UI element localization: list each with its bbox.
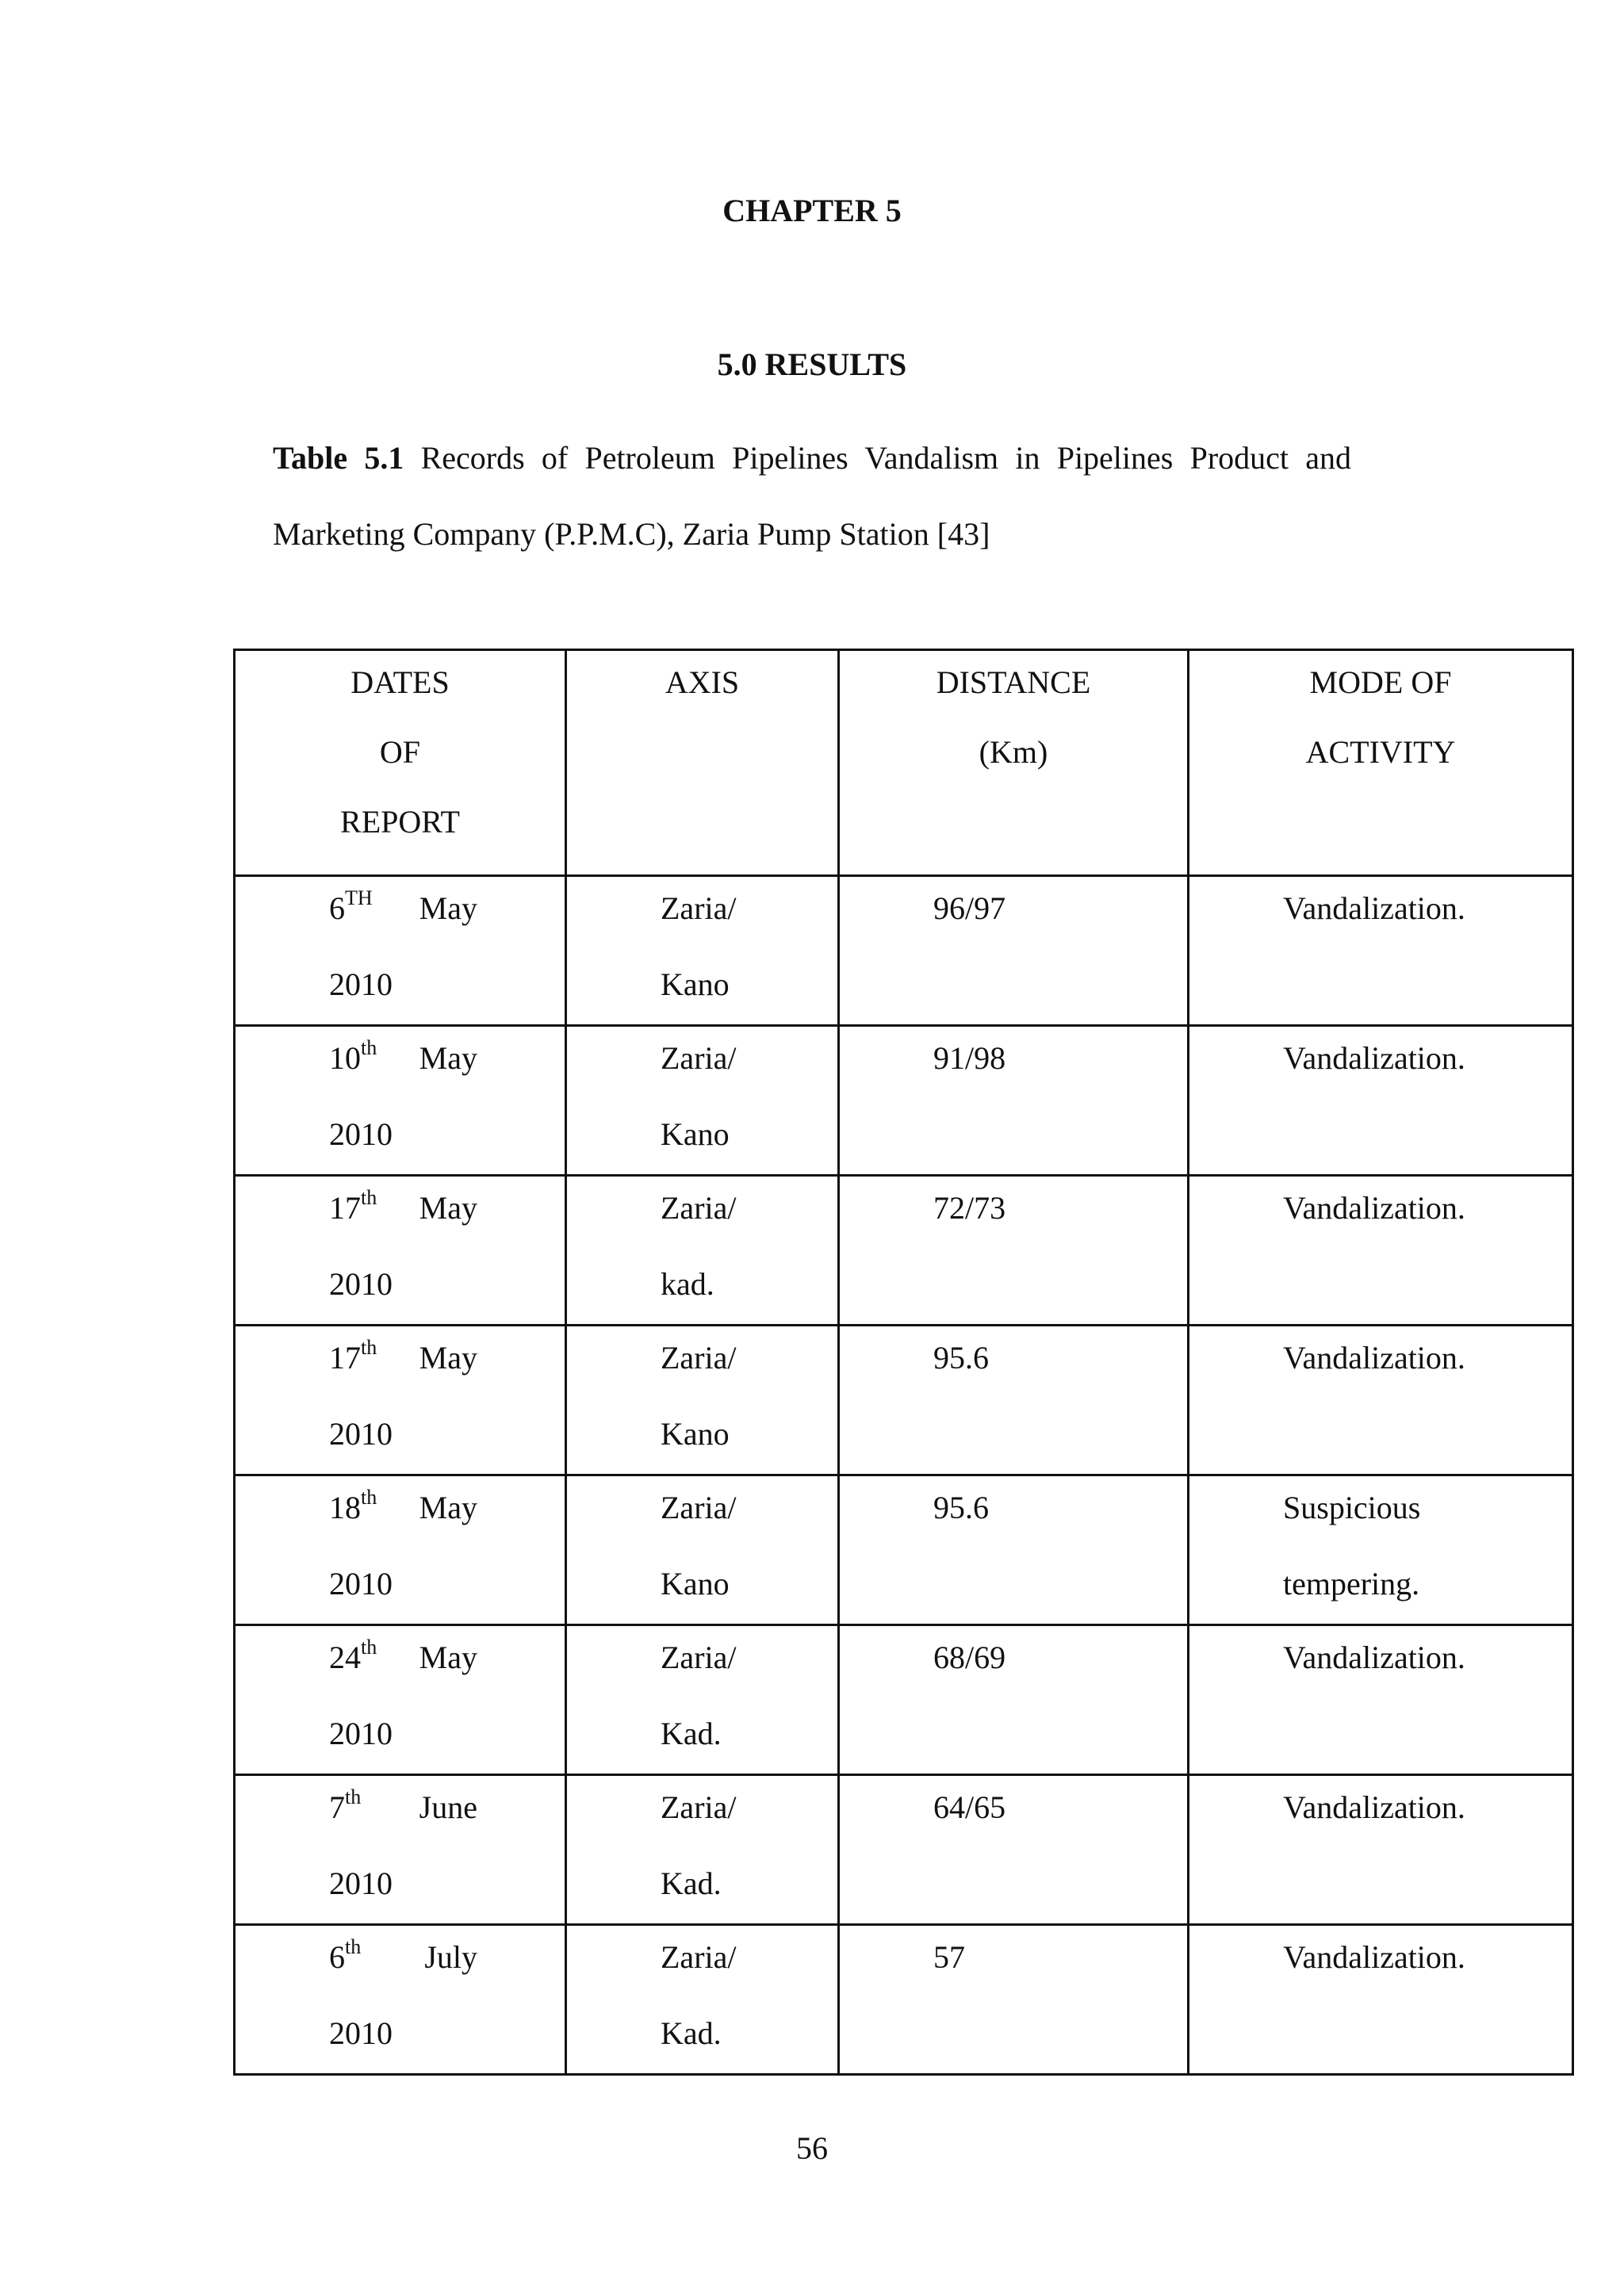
axis-line-2: Kano: [661, 1116, 730, 1152]
date-suffix: th: [361, 1035, 377, 1059]
header-cell-dates: [235, 650, 566, 876]
axis-line-2: Kad.: [661, 1716, 722, 1751]
date-year: 2010: [329, 966, 393, 1002]
header-text: OF: [379, 734, 421, 770]
date-day: 7th: [329, 1785, 362, 1825]
distance-value: 91/98: [933, 1040, 1006, 1076]
date-cell: [235, 1925, 566, 2075]
axis-line-2: Kano: [661, 1566, 730, 1601]
axis-line-1: Zaria/: [661, 1490, 737, 1525]
mode-line-1: Vandalization.: [1283, 1040, 1465, 1076]
distance-cell: [839, 1625, 1189, 1775]
distance-value: 96/97: [933, 890, 1006, 926]
axis-cell: [566, 1176, 839, 1326]
distance-cell: [839, 1925, 1189, 2075]
date-day: 17th: [329, 1335, 377, 1376]
date-suffix: th: [361, 1635, 377, 1659]
axis-cell: [566, 1326, 839, 1475]
distance-cell: [839, 1176, 1189, 1326]
mode-line-2: [1283, 1696, 1572, 1772]
page-number: 56: [796, 2130, 828, 2166]
mode-line-2: [1283, 1246, 1572, 1322]
distance-cell: [839, 1775, 1189, 1925]
date-cell: [235, 876, 566, 1026]
header-cell-distance: [839, 650, 1189, 876]
table-row: [235, 1026, 1573, 1176]
mode-line-1: Vandalization.: [1283, 1640, 1465, 1675]
table-row: [235, 1326, 1573, 1475]
date-year: 2010: [329, 1866, 393, 1901]
date-month: June: [419, 1789, 477, 1825]
axis-line-2: Kano: [661, 966, 730, 1002]
table-caption: [273, 420, 1351, 572]
table-row: [235, 1775, 1573, 1925]
axis-cell: [566, 876, 839, 1026]
axis-line-2: Kad.: [661, 1866, 722, 1901]
distance-cell: [839, 876, 1189, 1026]
date-year: 2010: [329, 1116, 393, 1152]
date-month: May: [419, 1490, 477, 1525]
header-cell-mode: [1189, 650, 1573, 876]
mode-line-1: Vandalization.: [1283, 1340, 1465, 1376]
axis-cell: [566, 1775, 839, 1925]
date-cell: [235, 1775, 566, 1925]
mode-line-1: Vandalization.: [1283, 890, 1465, 926]
axis-line-1: Zaria/: [661, 1190, 737, 1226]
axis-line-1: Zaria/: [661, 1640, 737, 1675]
header-text: ACTIVITY: [1305, 734, 1456, 770]
date-month: May: [419, 1040, 477, 1076]
distance-value: 57: [933, 1939, 965, 1975]
date-day: 24th: [329, 1635, 377, 1675]
mode-line-2: [1283, 947, 1572, 1023]
date-year: 2010: [329, 1266, 393, 1302]
mode-line-1: Vandalization.: [1283, 1190, 1465, 1226]
date-cell: [235, 1326, 566, 1475]
axis-line-1: Zaria/: [661, 1789, 737, 1825]
date-day: 6th: [329, 1934, 362, 1975]
table-row: [235, 1925, 1573, 2075]
distance-cell: [839, 1326, 1189, 1475]
date-year: 2010: [329, 2015, 393, 2051]
axis-cell: [566, 1475, 839, 1625]
date-day: 10th: [329, 1035, 377, 1076]
distance-cell: [839, 1026, 1189, 1176]
date-day: 17th: [329, 1185, 377, 1226]
date-cell: [235, 1625, 566, 1775]
table-row: [235, 1475, 1573, 1625]
table-header-row: [235, 650, 1573, 876]
distance-value: 64/65: [933, 1789, 1006, 1825]
date-month: May: [419, 890, 477, 926]
mode-cell: [1189, 1775, 1573, 1925]
date-cell: [235, 1475, 566, 1625]
header-text: DISTANCE: [936, 664, 1091, 700]
distance-cell: [839, 1475, 1189, 1625]
header-text: DATES: [350, 664, 450, 700]
mode-line-2: tempering.: [1283, 1566, 1420, 1601]
axis-line-2: Kano: [661, 1416, 730, 1452]
mode-cell: [1189, 1625, 1573, 1775]
axis-line-1: Zaria/: [661, 1340, 737, 1376]
date-month: July: [424, 1939, 477, 1975]
mode-cell: [1189, 1026, 1573, 1176]
mode-line-2: [1283, 1996, 1572, 2072]
section-heading: 5.0 RESULTS: [717, 346, 907, 382]
date-suffix: TH: [345, 886, 373, 909]
header-text: REPORT: [340, 804, 460, 840]
axis-line-2: Kad.: [661, 2015, 722, 2051]
chapter-heading: CHAPTER 5: [722, 193, 902, 228]
date-suffix: th: [361, 1185, 377, 1209]
header-text: MODE OF: [1309, 664, 1452, 700]
distance-value: 95.6: [933, 1490, 989, 1525]
mode-line-2: [1283, 1846, 1572, 1922]
mode-line-2: [1283, 1096, 1572, 1173]
mode-line-2: [1283, 1396, 1572, 1472]
distance-value: 95.6: [933, 1340, 989, 1376]
date-day: 6TH: [329, 886, 373, 926]
header-cell-axis: [566, 650, 839, 876]
vandalism-records-table: [233, 649, 1574, 2076]
axis-line-1: Zaria/: [661, 890, 737, 926]
table-caption-text: Records of Petroleum Pipelines Vandalism in Pipelines Product and Marketing Company (P.P.M.C), Zaria Pump Station [43]: [273, 440, 1352, 552]
table-caption-label: Table 5.1: [273, 440, 404, 476]
mode-cell: [1189, 876, 1573, 1026]
table-row: [235, 1176, 1573, 1326]
date-cell: [235, 1176, 566, 1326]
distance-value: 68/69: [933, 1640, 1006, 1675]
date-month: May: [419, 1190, 477, 1226]
date-suffix: th: [345, 1785, 362, 1808]
date-suffix: th: [361, 1485, 377, 1509]
axis-line-2: kad.: [661, 1266, 714, 1302]
table-row: [235, 876, 1573, 1026]
date-month: May: [419, 1640, 477, 1675]
axis-cell: [566, 1625, 839, 1775]
mode-line-1: Vandalization.: [1283, 1789, 1465, 1825]
date-suffix: th: [345, 1934, 362, 1958]
header-text: (Km): [979, 734, 1048, 770]
header-text: AXIS: [665, 664, 740, 700]
date-cell: [235, 1026, 566, 1176]
date-year: 2010: [329, 1716, 393, 1751]
table-row: [235, 1625, 1573, 1775]
mode-cell: [1189, 1925, 1573, 2075]
axis-line-1: Zaria/: [661, 1040, 737, 1076]
date-year: 2010: [329, 1416, 393, 1452]
date-day: 18th: [329, 1485, 377, 1525]
mode-line-1: Vandalization.: [1283, 1939, 1465, 1975]
date-year: 2010: [329, 1566, 393, 1601]
date-suffix: th: [361, 1335, 377, 1359]
date-month: May: [419, 1340, 477, 1376]
axis-cell: [566, 1925, 839, 2075]
axis-cell: [566, 1026, 839, 1176]
mode-cell: [1189, 1475, 1573, 1625]
mode-cell: [1189, 1176, 1573, 1326]
mode-cell: [1189, 1326, 1573, 1475]
mode-line-1: Suspicious: [1283, 1490, 1421, 1525]
distance-value: 72/73: [933, 1190, 1006, 1226]
axis-line-1: Zaria/: [661, 1939, 737, 1975]
